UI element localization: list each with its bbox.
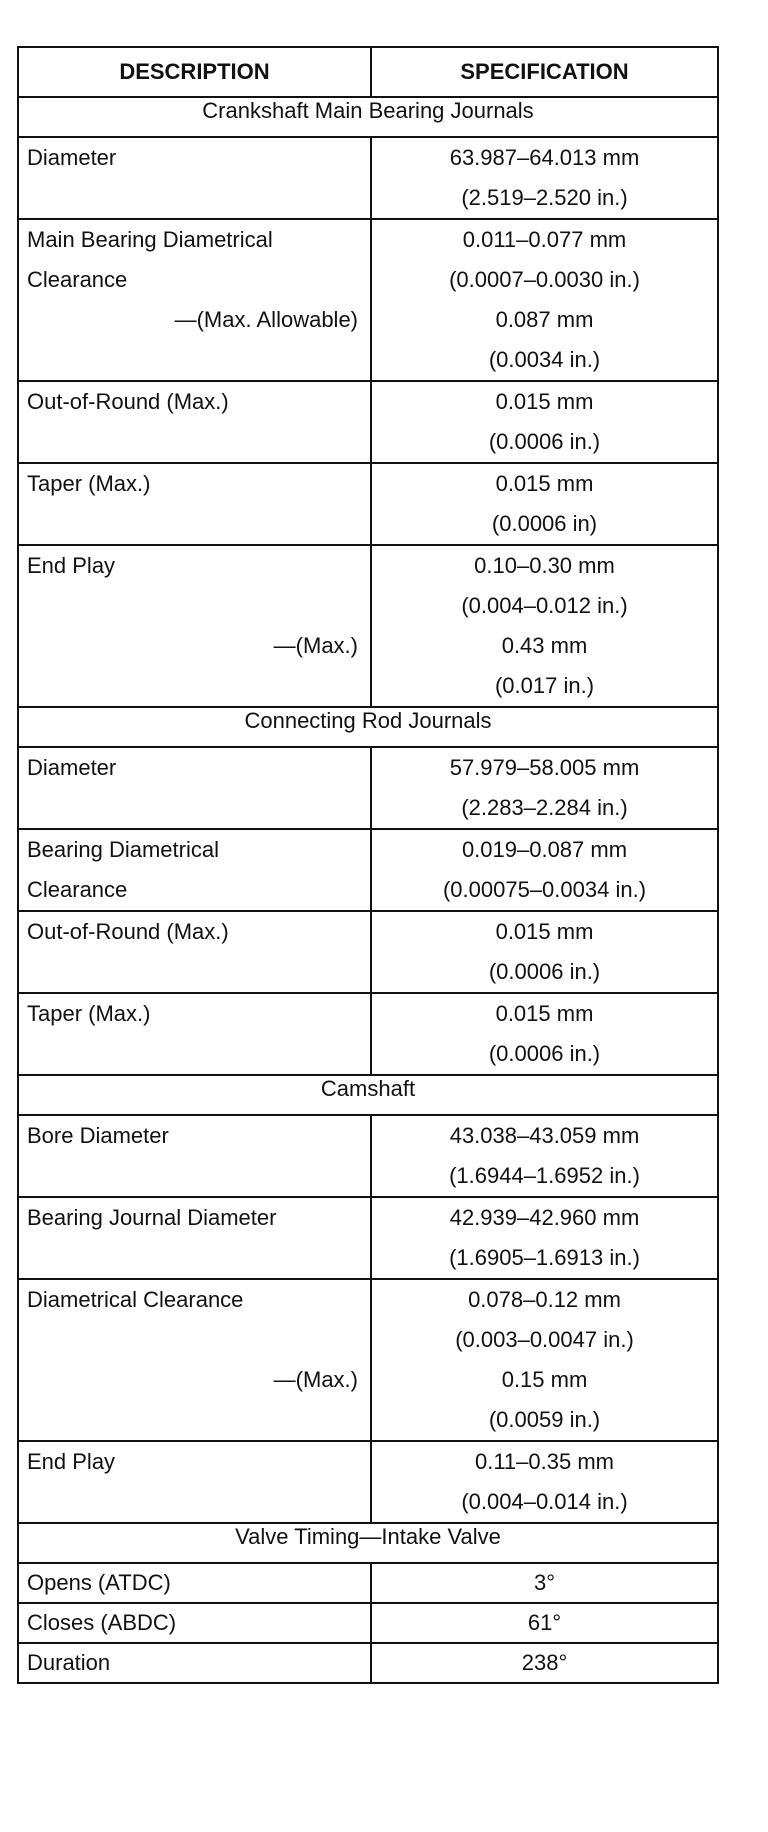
- description-line: [19, 1034, 370, 1074]
- specification-line: 0.015 mm: [495, 389, 594, 414]
- specification-line: 0.019–0.087 mm: [461, 837, 628, 862]
- section-header-row: [18, 1075, 718, 1115]
- description-line: End Play: [27, 1449, 116, 1474]
- description-cell: [18, 747, 371, 829]
- table-row: [18, 219, 718, 381]
- section-header-row: [18, 1523, 718, 1563]
- specification-line: (0.004–0.012 in.): [461, 593, 628, 618]
- table-row: [18, 1197, 718, 1279]
- specification-line: (0.0006 in): [491, 511, 598, 536]
- description-header: DESCRIPTION: [18, 47, 371, 97]
- description-line: [19, 422, 370, 462]
- description-cell: [18, 993, 371, 1075]
- description-line: Opens (ATDC): [27, 1570, 171, 1595]
- description-cell: [18, 219, 371, 381]
- specification-cell: [371, 1115, 718, 1197]
- specification-line: (0.0006 in.): [488, 429, 601, 454]
- description-line: Taper (Max.): [27, 1001, 151, 1026]
- specification-cell: [371, 1563, 718, 1603]
- specification-line: (0.017 in.): [494, 673, 595, 698]
- description-line: [19, 788, 370, 828]
- specification-line: 63.987–64.013 mm: [449, 145, 640, 170]
- specification-line: 0.43 mm: [501, 633, 588, 658]
- table-row: [18, 1279, 718, 1441]
- description-cell: [18, 1279, 371, 1441]
- specification-line: 0.015 mm: [495, 919, 594, 944]
- specification-line: 0.10–0.30 mm: [474, 553, 615, 578]
- description-line: Diametrical Clearance: [27, 1287, 244, 1312]
- specification-cell: [371, 993, 718, 1075]
- specification-header: SPECIFICATION: [371, 47, 718, 97]
- specification-cell: [371, 545, 718, 707]
- table-row: [18, 829, 718, 911]
- description-line: [19, 952, 370, 992]
- specification-cell: [371, 137, 718, 219]
- specification-cell: [371, 1643, 718, 1683]
- section-title: Crankshaft Main Bearing Journals: [18, 97, 718, 137]
- table-body: [18, 97, 718, 1683]
- description-line: [19, 1320, 370, 1360]
- section-title: Camshaft: [18, 1075, 718, 1115]
- specification-cell: [371, 219, 718, 381]
- description-line: —(Max. Allowable): [174, 307, 358, 332]
- section-title: Connecting Rod Journals: [18, 707, 718, 747]
- description-cell: [18, 1115, 371, 1197]
- specification-line: (0.004–0.014 in.): [461, 1489, 628, 1514]
- table-row: [18, 1115, 718, 1197]
- description-line: [19, 178, 370, 218]
- table-row: [18, 747, 718, 829]
- table-row: [18, 993, 718, 1075]
- description-line: Main Bearing Diametrical: [27, 227, 273, 252]
- description-line: Out-of-Round (Max.): [27, 389, 229, 414]
- description-cell: [18, 545, 371, 707]
- description-line: [19, 504, 370, 544]
- description-cell: [18, 1563, 371, 1603]
- specification-line: (0.00075–0.0034 in.): [442, 877, 647, 902]
- specification-line: 0.087 mm: [495, 307, 594, 332]
- description-line: [19, 1400, 370, 1440]
- specification-line: 0.015 mm: [495, 471, 594, 496]
- specification-line: 238°: [521, 1650, 568, 1675]
- specification-line: 43.038–43.059 mm: [449, 1123, 640, 1148]
- description-line: Closes (ABDC): [27, 1610, 177, 1635]
- specification-cell: [371, 1197, 718, 1279]
- description-line: [19, 1238, 370, 1278]
- description-cell: [18, 137, 371, 219]
- specification-cell: [371, 911, 718, 993]
- description-line: [19, 340, 370, 380]
- specification-line: 3°: [533, 1570, 556, 1595]
- description-line: End Play: [27, 553, 116, 578]
- specification-line: (1.6944–1.6952 in.): [449, 1163, 640, 1188]
- specification-cell: [371, 1279, 718, 1441]
- table-row: [18, 1441, 718, 1523]
- description-line: —(Max.): [273, 1367, 358, 1392]
- table-row: [18, 545, 718, 707]
- description-line: —(Max.): [273, 633, 358, 658]
- specification-cell: [371, 1603, 718, 1643]
- table-row: [18, 463, 718, 545]
- description-line: Clearance: [27, 877, 128, 902]
- specification-line: (2.283–2.284 in.): [461, 795, 628, 820]
- specification-cell: [371, 463, 718, 545]
- specification-cell: [371, 747, 718, 829]
- specification-line: (0.0006 in.): [488, 1041, 601, 1066]
- description-cell: [18, 1643, 371, 1683]
- description-line: [19, 666, 370, 706]
- description-cell: [18, 911, 371, 993]
- description-line: [19, 1482, 370, 1522]
- description-cell: [18, 829, 371, 911]
- specification-cell: [371, 1441, 718, 1523]
- table-row: [18, 1563, 718, 1603]
- specification-line: 42.939–42.960 mm: [449, 1205, 640, 1230]
- specification-line: 0.011–0.077 mm: [462, 227, 627, 252]
- specification-line: (0.0006 in.): [488, 959, 601, 984]
- section-header-row: [18, 97, 718, 137]
- description-line: Duration: [27, 1650, 111, 1675]
- specification-line: 0.078–0.12 mm: [468, 1287, 621, 1312]
- specification-line: 61°: [527, 1610, 562, 1635]
- specification-line: 0.11–0.35 mm: [474, 1449, 614, 1474]
- header-row: [18, 47, 718, 97]
- description-line: Taper (Max.): [27, 471, 151, 496]
- description-cell: [18, 463, 371, 545]
- section-title: Valve Timing—Intake Valve: [18, 1523, 718, 1563]
- description-line: Diameter: [27, 145, 117, 170]
- specification-line: 0.15 mm: [501, 1367, 588, 1392]
- description-cell: [18, 1441, 371, 1523]
- specification-line: (2.519–2.520 in.): [461, 185, 628, 210]
- specification-line: 0.015 mm: [495, 1001, 594, 1026]
- description-line: [19, 586, 370, 626]
- description-line: Bore Diameter: [27, 1123, 169, 1148]
- table-row: [18, 911, 718, 993]
- table-row: [18, 137, 718, 219]
- description-cell: [18, 1197, 371, 1279]
- specification-line: (1.6905–1.6913 in.): [449, 1245, 640, 1270]
- description-line: Clearance: [27, 267, 128, 292]
- description-line: Bearing Diametrical: [27, 837, 219, 862]
- description-line: Diameter: [27, 755, 117, 780]
- table-row: [18, 381, 718, 463]
- description-line: [19, 1156, 370, 1196]
- specification-line: (0.003–0.0047 in.): [455, 1327, 634, 1352]
- description-cell: [18, 1603, 371, 1643]
- specification-line: (0.0007–0.0030 in.): [449, 267, 640, 292]
- section-header-row: [18, 707, 718, 747]
- description-cell: [18, 381, 371, 463]
- specification-line: 57.979–58.005 mm: [449, 755, 640, 780]
- description-line: Out-of-Round (Max.): [27, 919, 229, 944]
- specification-table: [17, 46, 719, 1684]
- specification-line: (0.0034 in.): [488, 347, 601, 372]
- specification-line: (0.0059 in.): [488, 1407, 601, 1432]
- specification-cell: [371, 829, 718, 911]
- table-row: [18, 1643, 718, 1683]
- table-row: [18, 1603, 718, 1643]
- description-line: Bearing Journal Diameter: [27, 1205, 277, 1230]
- specification-cell: [371, 381, 718, 463]
